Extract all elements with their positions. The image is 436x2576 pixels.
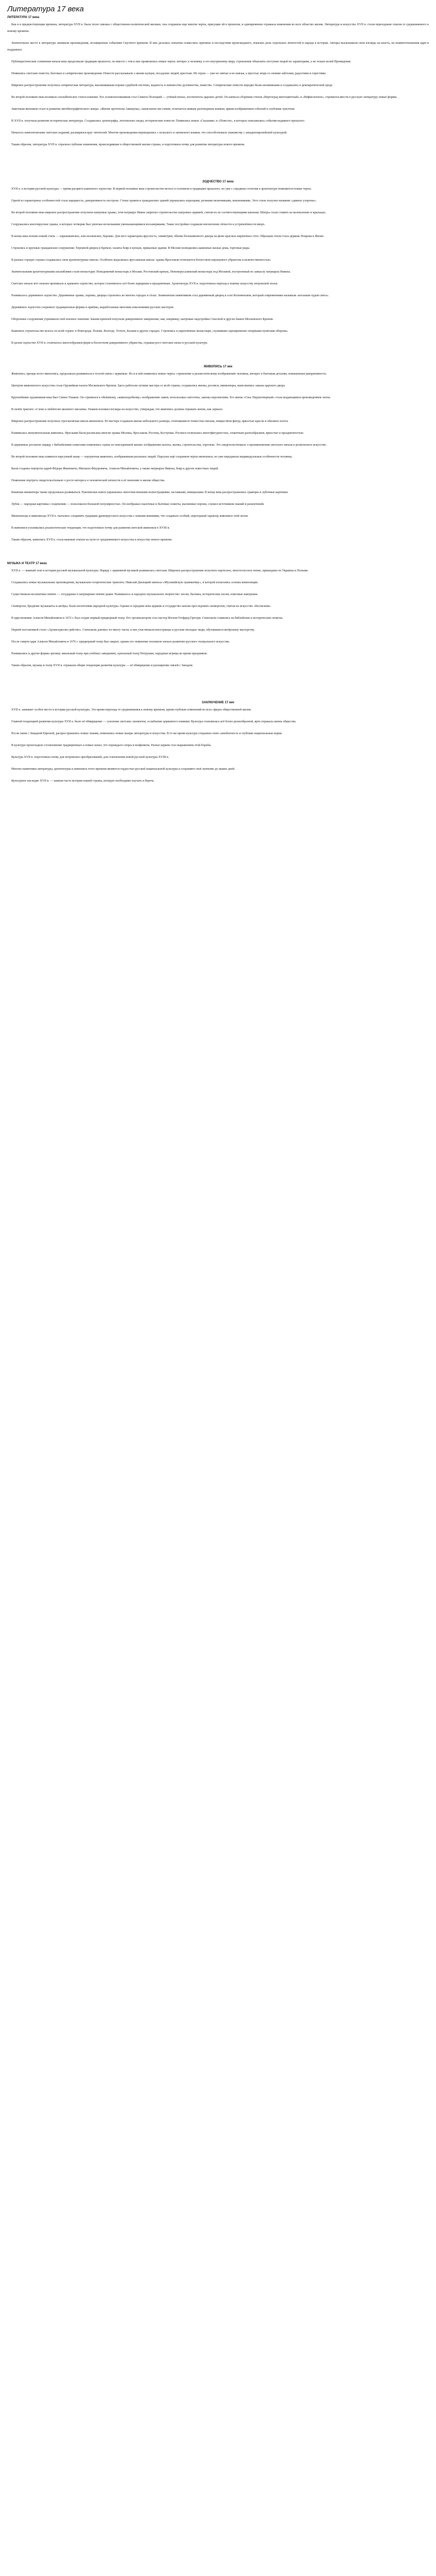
paragraph: Таким образом, живопись XVII в. стала важным этапом на пути от средневекового искусства к искусству нового времени. — [11, 538, 172, 542]
paragraph: Появились светские повести, бытовые и сатирические произведения. Повести рассказывали о жизни купцов, посадских людей, крестьян. Их герои — уже не святые и не князья, а простые люди со своими заботами, радостями и горестями. — [11, 72, 326, 75]
paragraph: Существовали коллективы певчих — государевы и патриаршие певчие дьяки. Развивалось и народное музыкальное творчество: песни, былины, исторические песни, плясовые наигрыши. — [11, 593, 258, 597]
sections-container — [7, 16, 429, 785]
paragraph: Главной тенденцией развития культуры XVII в. было её обмирщение — усиление светских элементов, ослабление церковного влияния. Культура становилась всё более разнообразной, ярче отражала жизнь общества. — [11, 720, 297, 724]
section-heading: ЛИТЕРАТУРА 17 века — [7, 15, 40, 19]
paragraph: Таким образом, литература XVII в. отразила глубокие изменения, происходившие в общественной жизни страны, и подготовила почву для развития литературы нового времени. — [11, 143, 246, 146]
paragraph: В целом зодчество XVII в. отличалось многообразием форм и богатством декоративного убранства, отражая рост светских начал в русской культуре. — [11, 341, 208, 345]
paragraph: Во второй половине века широкое распространение получили шатровые храмы, хотя патриарх Никон запретил строительство шатровых церквей, считая их не соответствующими канонам. Шатры стали ставить на колокольнях и крыльцах. — [11, 211, 326, 214]
paragraph: Во второй половине века возникло силлабическое стихосложение. Его основоположником стал Симеон Полоцкий — учёный монах, воспитатель царских детей. Он написал сборники стихов «Вертоград многоцветный» и «Рифмологион», стремился ввести в русскую литературу новые формы. — [11, 95, 397, 99]
paragraph: Живопись, прежде всего иконопись, продолжала развиваться в тесной связи с церковью. Но и в ней появились новые черты: стремление к реалистическому изображению человека, интерес к бытовым деталям, повышенная декоративность. — [11, 372, 327, 376]
paragraph: Первой постановкой стало «Артаксерксово действо». Спектакли длились по многу часов, в них участвовали иностранцы и русские молодые люди, обучавшиеся актёрскому мастерству. — [11, 629, 255, 632]
paragraph: Публицистические сочинения начала века продолжали традиции прошлого, но вместе с тем в них проявлялись новые черты: интерес к человеку, к его внутреннему миру, стремление объяснить поступки людей их характерами, а не только волей Провидения. — [11, 60, 352, 63]
paragraph: Многие памятники литературы, архитектуры и живописи этого времени являются гордостью русской национальной культуры и сохраняют своё значение до наших дней. — [11, 768, 235, 771]
paragraph: Развивалось деревянное зодчество. Деревянные храмы, хоромы, дворцы строились во многих городах и сёлах. Знаменитым памятником стал деревянный дворец в селе Коломенском, который современники называли «восьмым чудом света». — [11, 294, 329, 297]
section-spacer — [7, 550, 429, 562]
paragraph: Значительное место в литературе занимали произведения, посвященные событиям Смутного времени. В них делались попытки осмыслить причины и последствия происшедшего, показать роль отдельных личностей и народа в истории. Авторы высказывали свои взгляды на власть, на взаимоотношения царя и подданных. — [7, 41, 429, 52]
section-heading: ЖИВОПИСЬ 17 век — [203, 365, 233, 368]
paragraph: В живописи усиливались реалистические тенденции, что подготовило почву для развития светской живописи в XVIII в. — [11, 527, 170, 530]
section-2 — [7, 180, 429, 347]
paragraph: После смерти царя Алексея Михайловича в 1676 г. придворный театр был закрыт, однако его появление положило начало развитию русского театрального искусства. — [11, 640, 230, 644]
paragraph: Книжная миниатюра также продолжала развиваться. Рукописные книги украшались многочисленными иллюстрациями, заставками, инициалами. В конце века распространились гравюры и лубочные картинки. — [11, 491, 289, 495]
paragraph: Оборонные сооружения утрачивали своё военное значение. Башни кремлей получали декоративное завершение, как, например, шатровые надстройки Спасской и других башен Московского Кремля. — [11, 317, 274, 321]
paragraph: XVII в. занимает особое место в истории русской культуры. Это время перехода от средневековья к новому времени, время глубоких изменений во всех сферах общественной жизни. — [11, 708, 252, 712]
paragraph: Светское начало всё сильнее проникало в храмовое зодчество, которое становилось всё более нарядным и праздничным. Архитектура XVII в. подготовила переход к новому искусству петровской эпохи. — [11, 282, 278, 285]
section-5 — [7, 701, 429, 785]
paragraph: Таким образом, музыка и театр XVII в. отражали общие тенденции развития культуры — её обмирщение и расширение связей с Западом. — [11, 664, 194, 668]
section-spacer — [7, 675, 429, 701]
section-3 — [7, 365, 429, 544]
paragraph: Как и в предшествующие времена, литература XVII в. была тесно связана с общественно-политической жизнью, она сохраняла еще многие черты, присущие ей в прошлом, и одновременно отражала изменения во всех областях жизни. Литература и искусство XVII в. стали переходным этапом от средневекового к новому времени. — [7, 23, 429, 33]
paragraph: Сооружались многоярусные храмы, в которых четверик был увенчан несколькими уменьшающимися восьмериками. Такие постройки создавали впечатление лёгкости и устремлённости вверх. — [11, 223, 266, 226]
paragraph: Появление портрета свидетельствовало о росте интереса к человеческой личности и её значению в жизни общества. — [11, 479, 165, 483]
section-1 — [7, 16, 429, 148]
paragraph: В разных городах страны создавались свои архитектурные школы. Особенно выделялась ярославская школа: храмы Ярославля отличаются богатством изразцового убранства и величественностью. — [11, 258, 271, 262]
paragraph: В культуре происходило столкновение традиционных и новых начал, что порождало споры и конфликты. Раскол церкви стал выражением этой борьбы. — [11, 744, 212, 748]
paragraph: Создавались новые музыкальные произведения, музыкально-теоретические трактаты. Николай Дилецкий написал «Мусикийскую грамматику», в которой излагались основы композиции. — [11, 581, 258, 585]
paragraph: Культурное наследие XVII в. — важная часть истории нашей страны, которую необходимо изучать и беречь. — [11, 779, 154, 783]
paragraph: Началось книгопечатание светских изданий, расширялся круг читателей. Многие произведения переводились с польского и латинского языков, что способствовало знакомству с западноевропейской культурой. — [11, 131, 288, 134]
paragraph: Значительными архитектурными ансамблями стали монастыри: Новодевичий монастырь в Москве, Ростовский кремль, Новоиерусалимский монастырь под Москвой, построенный по замыслу патриарха Никона. — [11, 270, 291, 274]
paragraph: Иконописцы и живописцы XVII в. пытались соединить традиции древнерусского искусства с новыми веяниями, что создавало особый, переходный характер живописи этой эпохи. — [11, 515, 249, 518]
paragraph: Центром живописного искусства стала Оружейная палата Московского Кремля. Здесь работали лучшие мастера со всей страны, создавались иконы, росписи, миниатюры, выполнялись заказы царского двора. — [11, 384, 286, 388]
paragraph: Одной из характерных особенностей стала нарядность, декоративность построек. Стены храмов и гражданских зданий украшались изразцами, резными наличниками, кокошниками. Этот стиль получил название «дивное узорочье». — [11, 199, 317, 202]
paragraph: Широкое распространение получила сатирическая литература, высмеивавшая пороки судебной системы, жадность и невежество духовенства, пьянство. Сатирические повести нередко были анонимными и создавались в демократической среде. — [11, 83, 334, 87]
section-heading: МУЗЫКА И ТЕАТР 17 века — [7, 562, 47, 566]
paragraph: Во второй половине века появился парсунный жанр — портретная живопись, изображавшая реальных людей. Парсуны ещё сохраняли черты иконописи, но уже передавали индивидуальные особенности человека. — [11, 455, 293, 459]
paragraph: XVII в. — важный этап в истории русской музыкальной культуры. Наряду с церковной музыкой развивалась светская. Широкое распространение получило партесное, многоголосное пение, пришедшее из Украины и Польши. — [11, 569, 309, 573]
paragraph: Культура XVII в. подготовила почву для петровских преобразований, для становления новой русской культуры XVIII в. — [11, 756, 169, 759]
paragraph: Крупнейшим художником века был Симон Ушаков. Он стремился к объёмному, «живоподобному» изображению ликов, использовал светотень, законы перспективы. Его икона «Спас Нерукотворный» стала выдающимся произведением эпохи. — [11, 396, 331, 400]
paragraph: Развивались и другие формы зрелищ: школьный театр при учебных заведениях, кукольный театр Петрушки, народные игрища во время праздников. — [11, 652, 207, 656]
document-title: Литература 17 века — [7, 5, 84, 13]
paragraph: В своём трактате «Слово к любителю иконного писания» Ушаков изложил взгляды на искусство, утверждая, что живопись должна отражать жизнь, как зеркало. — [11, 408, 223, 412]
paragraph: Широкое распространение получила строгановская школа иконописи. Её мастера создавали иконы небольшого размера, отличавшиеся тонкостью письма, изяществом фигур, яркостью красок и обилием золота. — [11, 420, 289, 423]
paragraph: Каменное строительство велось по всей стране: в Новгороде, Пскове, Вологде, Устюге, Казани и других городах. Строились и укреплённые монастыри, служившие одновременно опорными пунктами обороны. — [11, 329, 288, 333]
paragraph: Строились и крупные гражданские сооружения: Теремной дворец в Кремле, палаты бояр и купцов, приказные здания. В Москве возводились каменные жилые дома, торговые ряды. — [11, 246, 250, 250]
section-4 — [7, 562, 429, 669]
paragraph: XVII в. в истории русской культуры — время расцвета каменного зодчества. В первой половине века строительство велось в основном в традициях прошлого, но уже с середины столетия в архитектуре появляются новые черты. — [11, 187, 312, 191]
paragraph: Скоморохи, бродячие музыканты и актёры, были носителями народной культуры. Однако в середине века церковь и государство начали преследовать скоморохов, считая их искусство «бесовским». — [11, 605, 272, 608]
paragraph: В церковных росписях наряду с библейскими сюжетами появлялись сцены из повседневной жизни: изображения пахоты, жатвы, строительства, торговли. Это свидетельствовало о проникновении светского начала в религиозное искусство. — [11, 444, 327, 447]
paragraph: Росли связи с Западной Европой, распространялись новые знания, появлялись новые жанры литературы и искусства. В то же время культура сохраняла свою самобытность и глубокие национальные корни. — [11, 732, 283, 736]
section-spacer — [7, 155, 429, 180]
paragraph: Деревянное зодчество сохранило традиционные формы и приёмы, выработанные многими поколениями русских мастеров. — [11, 306, 175, 309]
paragraph: Были созданы портреты царей Фёдора Ивановича, Михаила Фёдоровича, Алексея Михайловича, а также патриарха Никона, бояр и других известных людей. — [11, 467, 219, 471]
paragraph: В XVII в. получила развитие историческая литература. Создавались хронографы, летописные своды, исторические повести. Появились новые «Сказания» и «Повести», в которых описывались события недавнего прошлого. — [11, 119, 305, 123]
section-spacer — [7, 353, 429, 365]
paragraph: В конце века возник новый стиль — нарышкинское, или московское, барокко. Для него характерны ярусность, симметрия, обилие белокаменного декора на фоне красных кирпичных стен. Образцом стиля стала церковь Покрова в Филях. — [11, 234, 324, 238]
section-heading: ЗОДЧЕСТВО 17 века — [202, 180, 234, 183]
section-heading: ЗАКЛЮЧЕНИЕ 17 век — [202, 701, 234, 705]
paragraph: Лубок — народная картинка с подписями — пользовался большой популярностью. Он изображал сказочные и бытовые сюжеты, высмеивал пороки, служил источником знаний и развлечений. — [11, 503, 265, 506]
paragraph: В царствование Алексея Михайловича в 1672 г. был создан первый придворный театр. Его организатором стал пастор Иоганн Готфрид Грегори. Спектакли ставились на библейские и исторические сюжеты. — [11, 617, 283, 620]
paragraph: Развивалась монументальная живопись. Фресками были расписаны многие храмы Москвы, Ярославля, Ростова, Костромы. Росписи отличались многофигурностью, сюжетным разнообразием, яркостью и праздничностью. — [11, 432, 304, 435]
paragraph: Заметным явлением стало и развитие автобиографического жанра. «Житие протопопа Аввакума», написанное им самим, отличается живым разговорным языком, ярким изображением событий и глубоким чувством. — [11, 107, 295, 111]
